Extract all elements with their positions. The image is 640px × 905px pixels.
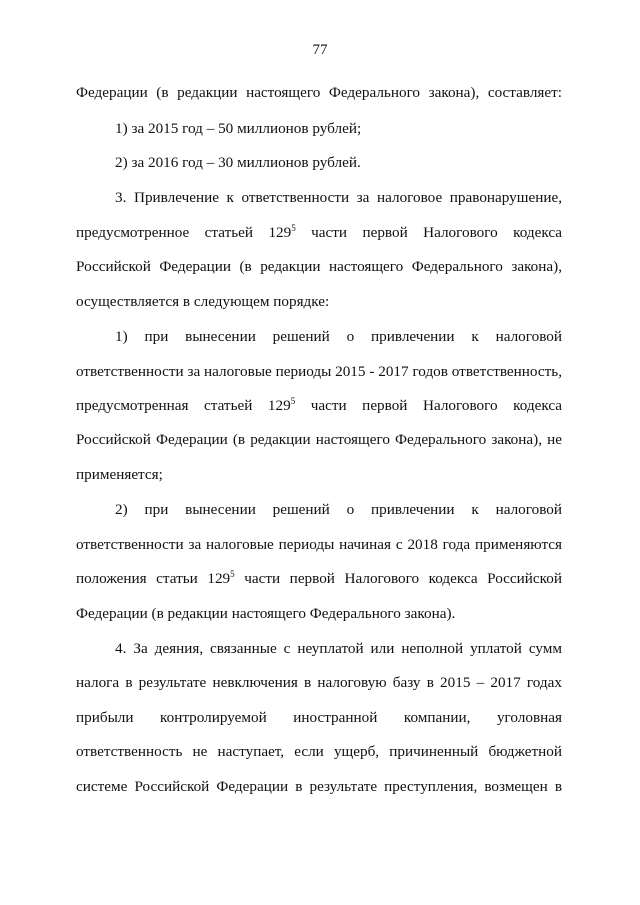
- text-line: ответственности за налоговые периоды начиная с 2018 года применяются: [76, 536, 562, 553]
- text-segment: предусмотренная статьей 129: [76, 397, 291, 414]
- text-line: 3. Привлечение к ответственности за налоговое правонарушение,: [115, 189, 562, 206]
- text-line: налога в результате невключения в налоговую базу в 2015 – 2017 годах: [76, 674, 562, 691]
- superscript: 5: [290, 396, 296, 406]
- text-segment: положения статьи 129: [76, 570, 231, 587]
- text-segment: части первой Налогового кодекса Российской: [234, 570, 562, 587]
- text-line: системе Российской Федерации в результате преступления, возмещен в: [76, 778, 562, 795]
- text-line: Российской Федерации (в редакции настоящего Федерального закона), не: [76, 431, 562, 448]
- text-line: Федерации (в редакции настоящего Федерального закона), составляет:: [76, 84, 562, 101]
- text-line: [76, 570, 562, 588]
- text-line: 1) при вынесении решений о привлечении к налоговой: [115, 328, 562, 345]
- text-line: Российской Федерации (в редакции настоящего Федерального закона),: [76, 258, 562, 275]
- text-line: ответственности за налоговые периоды 2015 - 2017 годов ответственность,: [76, 363, 562, 380]
- text-line: 4. За деяния, связанные с неуплатой или неполной уплатой сумм: [115, 640, 562, 657]
- text-line: осуществляется в следующем порядке:: [76, 293, 330, 310]
- text-line: 2) при вынесении решений о привлечении к налоговой: [115, 501, 562, 518]
- superscript: 5: [230, 569, 235, 579]
- text-line: ответственность не наступает, если ущерб, причиненный бюджетной: [76, 743, 562, 760]
- text-line: прибыли контролируемой иностранной компании, уголовная: [76, 709, 562, 726]
- text-segment: предусмотренное статьей 129: [76, 224, 292, 241]
- text-line: 1) за 2015 год – 50 миллионов рублей;: [115, 120, 362, 137]
- text-segment: части первой Налогового кодекса: [295, 397, 563, 414]
- text-line: [76, 397, 562, 415]
- superscript: 5: [291, 223, 296, 233]
- text-segment: части первой Налогового кодекса: [295, 224, 563, 241]
- text-line: 2) за 2016 год – 30 миллионов рублей.: [115, 154, 361, 171]
- text-line: Федерации (в редакции настоящего Федерального закона).: [76, 605, 456, 622]
- page-number: 77: [312, 42, 328, 58]
- text-line: применяется;: [76, 466, 163, 483]
- text-line: [76, 224, 562, 242]
